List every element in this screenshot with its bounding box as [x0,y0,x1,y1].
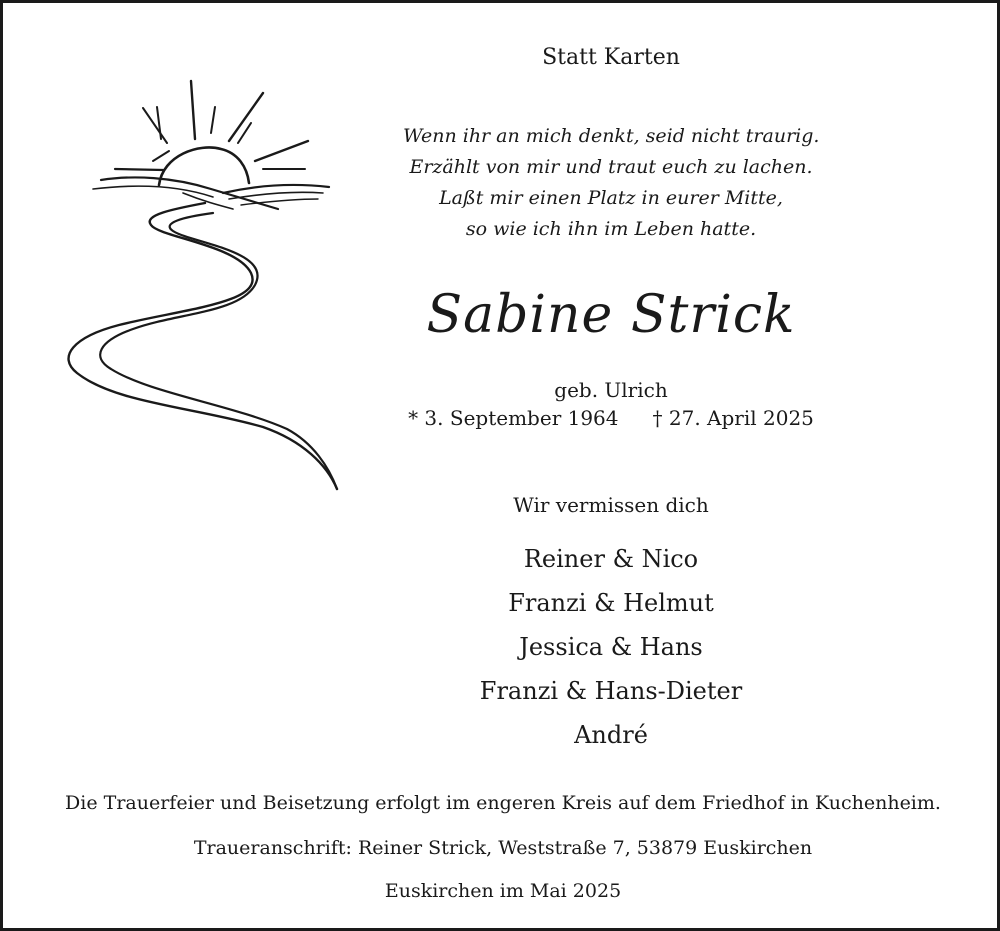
family-member: André [574,721,648,749]
miss-line: Wir vermissen dich [513,493,709,517]
poem-line: so wie ich ihn im Leben hatte. [465,218,757,240]
header-text: Statt Karten [542,45,680,70]
family-member: Franzi & Helmut [508,589,714,617]
birth-date: * 3. September 1964 [408,406,619,430]
life-dates [403,406,819,430]
family-member: Reiner & Nico [523,545,699,573]
sunset-path-icon [33,63,353,503]
deceased-name: Sabine Strick [426,285,796,345]
family-member: Jessica & Hans [519,633,703,661]
place-date: Euskirchen im Mai 2025 [384,880,622,902]
poem-line: Erzählt von mir und traut euch zu lachen. [409,156,813,178]
poem [403,121,819,245]
ceremony-text: Die Trauerfeier und Beisetzung erfolgt im engeren Kreis auf dem Friedhof in Kuchenheim. [65,792,941,814]
birth-name: geb. Ulrich [554,378,668,402]
family-list [403,537,819,757]
poem-line: Wenn ihr an mich denkt, seid nicht traurig. [403,125,820,147]
poem-line: Laßt mir einen Platz in eurer Mitte, [439,187,783,209]
mourning-address: Traueranschrift: Reiner Strick, Weststraße 7, 53879 Euskirchen [193,837,813,859]
family-member: Franzi & Hans-Dieter [479,677,743,705]
death-date: † 27. April 2025 [652,406,814,430]
